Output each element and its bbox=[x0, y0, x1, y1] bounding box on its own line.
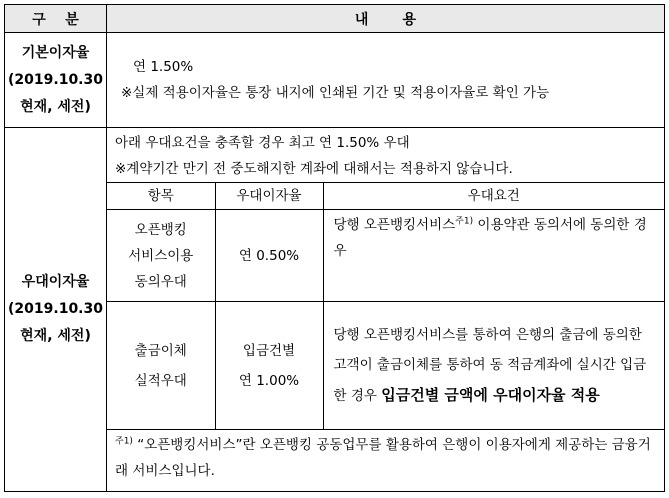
base-rate-label-line3: 현재, 세전) bbox=[20, 98, 91, 115]
pref-rate-label-line1: 우대이자율 bbox=[21, 274, 90, 290]
pref-rate-intro-note: ※계약기간 만기 전 중도해지한 계좌에 대해서는 적용하지 않습니다. bbox=[115, 161, 513, 177]
pref-rate-intro: 아래 우대요건을 충족할 경우 최고 연 1.50% 우대 bbox=[115, 135, 410, 151]
pref-conditions-header bbox=[107, 183, 664, 210]
pref-item-openbanking bbox=[107, 210, 215, 302]
pref-condition-transfer bbox=[323, 302, 664, 430]
footnote-text: “오픈뱅킹서비스”란 오픈뱅킹 공동업무를 활용하여 은행이 이용자에게 제공하는 금융거래 서비스입니다. bbox=[115, 437, 651, 479]
pref-rate-content bbox=[107, 128, 665, 492]
pref-row-transfer bbox=[107, 302, 664, 430]
rate-table bbox=[4, 4, 665, 492]
pref-conditions-table bbox=[107, 182, 664, 430]
header-row bbox=[5, 5, 665, 33]
pref-condition-openbanking bbox=[323, 210, 664, 302]
pref-rate-line: 연 1.00% bbox=[238, 372, 300, 389]
header-content: 내 용 bbox=[107, 5, 665, 33]
footnote-marker: 주1) bbox=[115, 436, 133, 447]
col-header-item: 항목 bbox=[107, 183, 215, 210]
header-category: 구 분 bbox=[5, 5, 107, 33]
footnote-marker: 주1) bbox=[455, 216, 474, 227]
condition-text: 당행 오픈뱅킹서비스 bbox=[333, 217, 456, 233]
base-rate-content bbox=[107, 33, 665, 128]
pref-rate-transfer bbox=[215, 302, 323, 430]
col-header-rate: 우대이자율 bbox=[215, 183, 323, 210]
pref-row-openbanking bbox=[107, 210, 664, 302]
condition-text-rest: 이용약관 동의서에 동의한 경우 bbox=[333, 217, 647, 259]
base-rate-value: 연 1.50% bbox=[133, 59, 194, 75]
pref-item-line: 동의우대 bbox=[134, 273, 187, 290]
pref-rate-openbanking: 연 0.50% bbox=[215, 210, 323, 302]
base-rate-row bbox=[5, 33, 665, 128]
pref-item-transfer bbox=[107, 302, 215, 430]
pref-item-line: 서비스이용 bbox=[128, 247, 194, 264]
pref-item-line: 실적우대 bbox=[134, 372, 187, 389]
pref-item-line: 오픈뱅킹 bbox=[134, 221, 187, 238]
pref-rate-row bbox=[5, 128, 665, 492]
pref-rate-label-line2: (2019.10.30 bbox=[8, 301, 103, 317]
col-header-condition: 우대요건 bbox=[323, 183, 664, 210]
base-rate-label-line1: 기본이자율 bbox=[21, 44, 90, 61]
pref-item-line: 출금이체 bbox=[134, 342, 187, 359]
condition-emphasis: 입금건별 금액에 우대이자율 적용 bbox=[381, 386, 600, 404]
base-rate-label-line2: (2019.10.30 bbox=[8, 71, 103, 88]
pref-rate-label bbox=[5, 128, 107, 492]
pref-rate-line: 입금건별 bbox=[242, 342, 296, 359]
footnote bbox=[107, 430, 664, 484]
condition-text: 당행 오픈뱅킹서비스를 통하여 은행의 출금에 동의한 고객이 출금이체를 통하여 동 적금계좌에 실시간 입금한 경우 bbox=[333, 327, 647, 404]
base-rate-note: ※실제 적용이자율은 통장 내지에 인쇄된 기간 및 적용이자율로 확인 가능 bbox=[121, 85, 550, 101]
base-rate-label bbox=[5, 33, 107, 128]
pref-rate-label-line3: 현재, 세전) bbox=[20, 328, 91, 344]
